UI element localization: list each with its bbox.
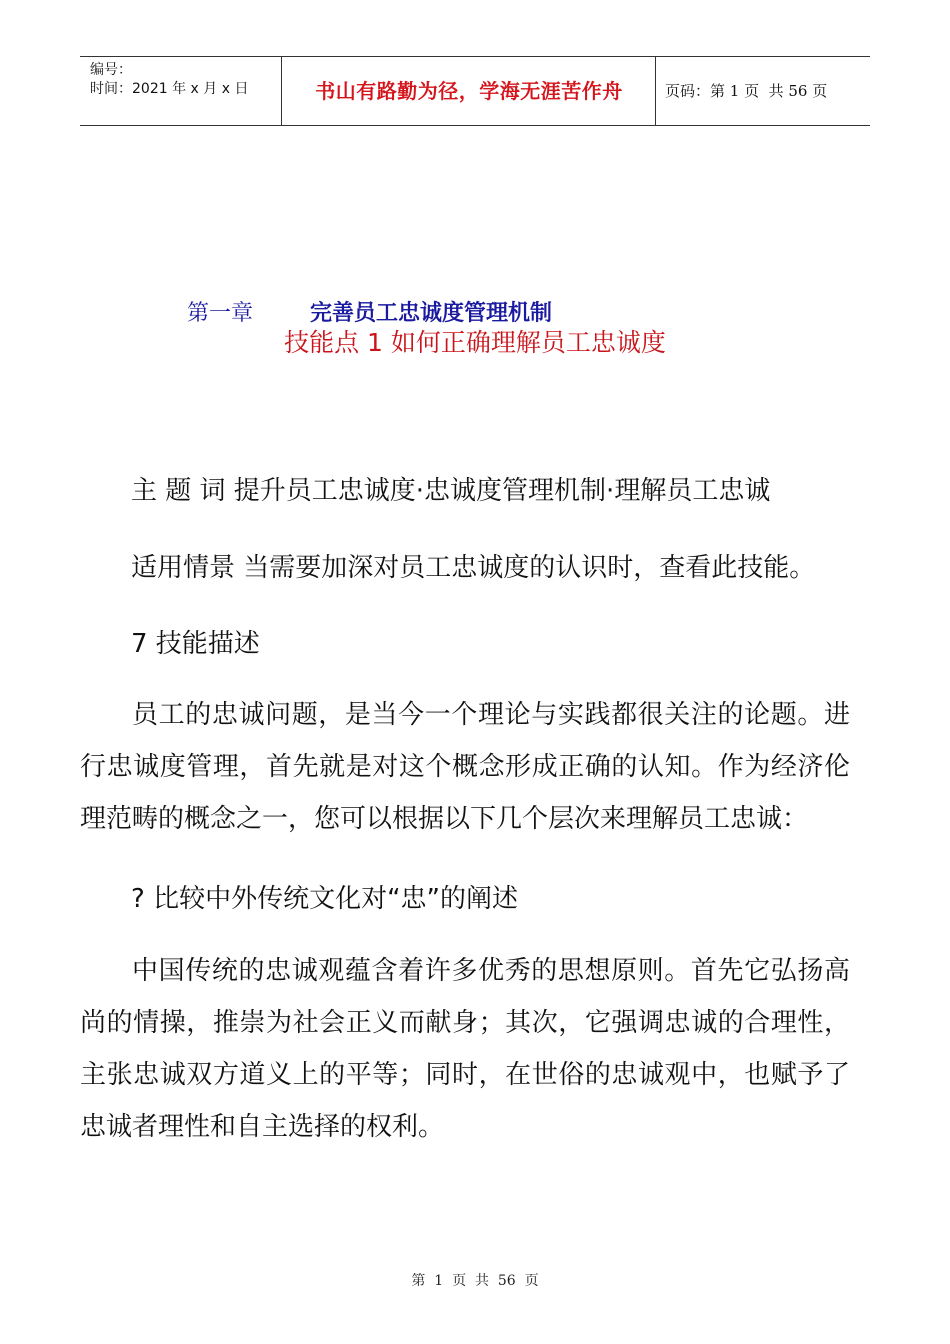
page-footer: 第 1 页 共 56 页 <box>411 1273 539 1289</box>
paragraph-2: 中国传统的忠诚观蕴含着许多优秀的思想原则。首先它弘扬高尚的情操，推崇为社会正义而献身；其次，它强调忠诚的合理性，主张忠诚双方道义上的平等；同时，在世俗的忠诚观中，也赋予了忠诚者理性和自主选择的权利。 <box>80 956 850 1142</box>
header-motto: 书山有路勤为径，学海无涯苦作舟 <box>315 79 623 103</box>
header-meta <box>90 61 248 99</box>
date-line: 时间：2021 年 x 月 x 日 <box>90 81 249 97</box>
paragraph-1: 员工的忠诚问题，是当今一个理论与实践都很关注的论题。进行忠诚度管理，首先就是对这个概念形成正确的认知。作为经济伦理范畴的概念之一，您可以根据以下几个层次来理解员工忠诚： <box>80 700 850 834</box>
subheading: ? 比较中外传统文化对“忠”的阐述 <box>131 884 519 914</box>
document-header <box>80 56 870 126</box>
serial-label: 编号： <box>90 62 132 78</box>
chapter-name: 完善员工忠诚度管理机制 <box>310 301 553 326</box>
section-heading: 7 技能描述 <box>131 629 260 659</box>
keywords-line: 主 题 词 提升员工忠诚度·忠诚度管理机制·理解员工忠诚 <box>131 476 771 506</box>
scenario-line: 适用情景 当需要加深对员工忠诚度的认识时，查看此技能。 <box>131 553 816 583</box>
header-page-info: 页码：第 1 页 共 56 页 <box>665 82 828 100</box>
chapter-number: 第一章 <box>187 301 254 326</box>
header-divider <box>655 57 656 125</box>
skill-title: 技能点 1 如何正确理解员工忠诚度 <box>284 328 666 357</box>
